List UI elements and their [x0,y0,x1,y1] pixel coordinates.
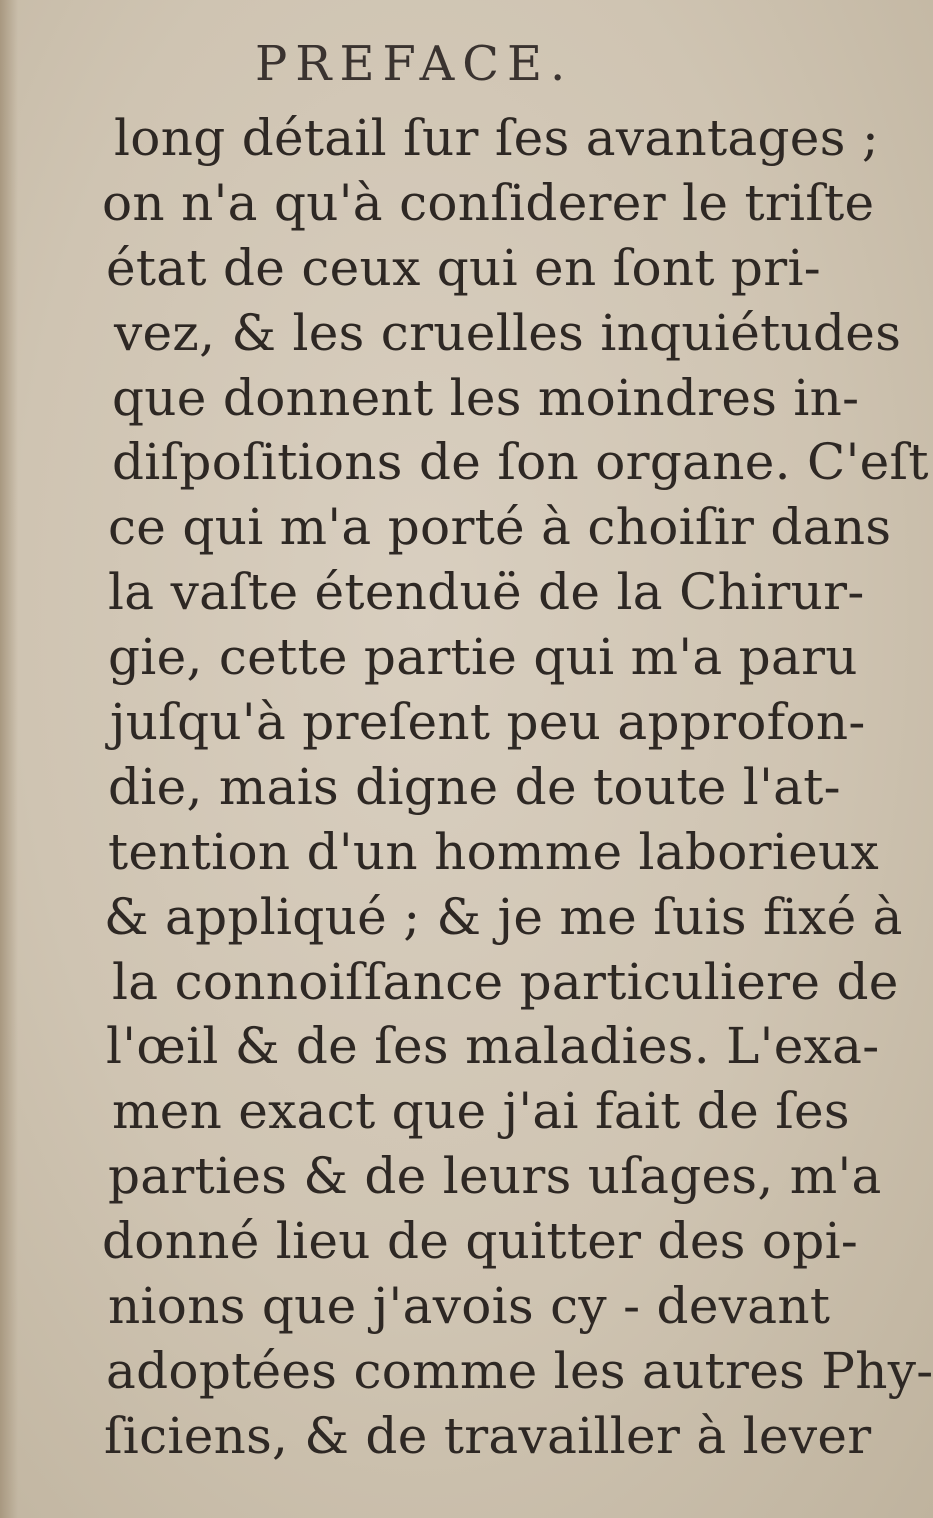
running-title: PREFACE. [255,36,574,92]
text-line: la connoiſſance particuliere de [112,952,899,1011]
text-line: l'œil & de ſes maladies. L'exa- [106,1017,880,1076]
text-line: & appliqué ; & je me ſuis fixé à [104,887,903,946]
text-line: vez, & les cruelles inquiétudes [114,303,902,362]
text-line: die, mais digne de toute l'at- [108,757,841,816]
body-text [100,106,933,1469]
text-line: gie, cette partie qui m'a paru [108,628,858,687]
text-line: la vaſte étenduë de la Chirur- [108,563,865,622]
text-line: on n'a qu'à conſiderer le triſte [102,173,875,232]
text-line: nions que j'avois cy - devant [108,1277,831,1336]
text-line: tention d'un homme laborieux [108,822,880,881]
text-line: long détail ſur ſes avantages ; [114,109,879,167]
text-line: juſqu'à preſent peu approfon- [110,693,866,752]
text-line: diſpoſitions de ſon organe. C'eſt [112,433,929,492]
text-line: ſiciens, & de travailler à lever [104,1406,872,1465]
text-line: ce qui m'a porté à choiſir dans [108,498,892,557]
text-line: parties & de leurs uſages, m'a [108,1147,882,1206]
text-line: donné lieu de quitter des opi- [102,1212,859,1271]
text-line: adoptées comme les autres Phy- [106,1341,933,1400]
page-edge-shadow [0,0,18,1518]
text-line: men exact que j'ai fait de ſes [112,1082,850,1141]
text-line: état de ceux qui en ſont pri- [106,238,821,297]
text-line: que donnent les moindres in- [112,368,860,427]
